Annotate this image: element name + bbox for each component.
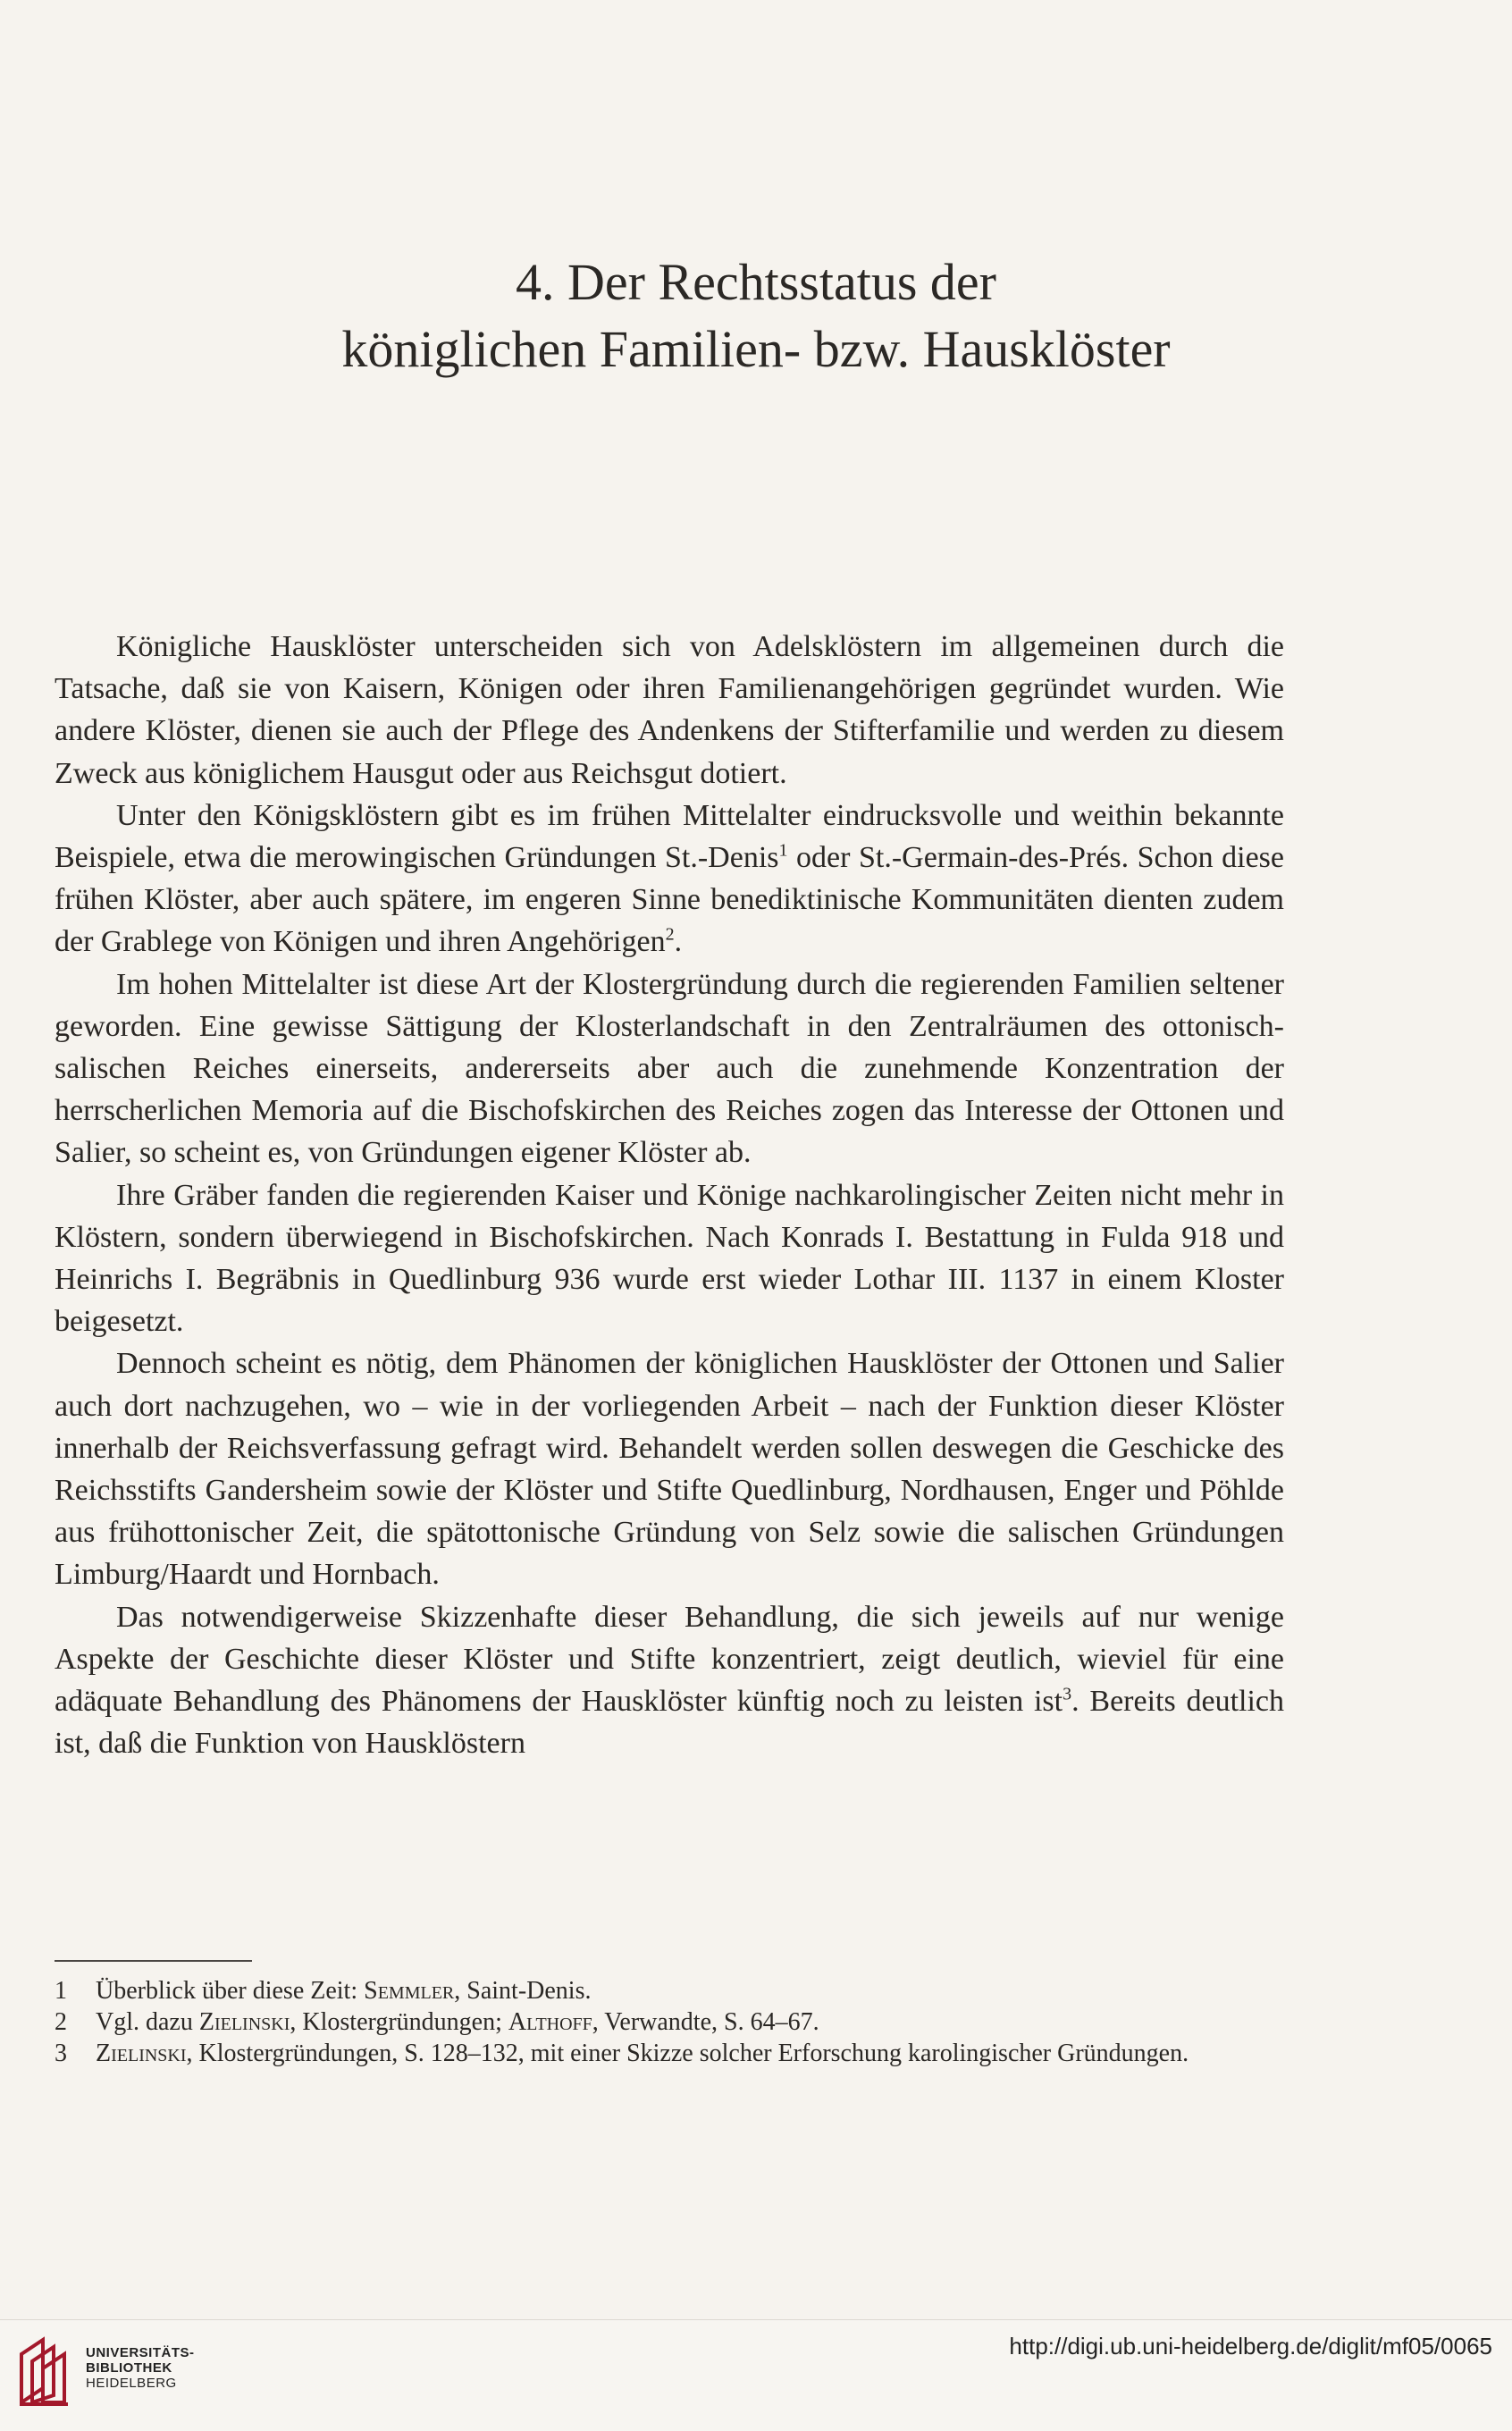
footnote-divider (55, 1960, 252, 1962)
footnote-number: 2 (55, 2008, 67, 2036)
chapter-heading-line-2: königlichen Familien- bzw. Hausklöster (341, 320, 1171, 378)
footnote-text: , Verwandte, S. 64–67. (592, 2008, 819, 2036)
paragraph-6-text-b: . Bereits deutlich ist, daß die Funktion von Hausklöstern (55, 1685, 1284, 1761)
footnote-author: Zielinski (198, 2008, 290, 2036)
paragraph-2-text-b: oder St.-Germain-des-Prés. Schon diese frühen Klöster, aber auch spätere, im engeren Sinne benediktinische Kommunitäten dienten zudem der Grablege von Königen und ihren Angehörigen (55, 841, 1284, 959)
library-name-line-1: UNIVERSITÄTS- (86, 2345, 195, 2360)
footnote-text: , Klostergründungen; (290, 2008, 508, 2036)
footnote-number: 3 (55, 2040, 67, 2067)
library-name-line-2: BIBLIOTHEK (86, 2360, 172, 2376)
paragraph-5: Dennoch scheint es nötig, dem Phänomen der königlichen Hausklöster der Ottonen und Salier auch dort nachzugehen, wo – wie in der vorliegenden Arbeit – nach der Funktion dieser Klöster innerhalb der Reichsverfassung gefragt wird. Behandelt werden sollen deswegen die Geschicke des Reichsstifts Gandersheim sowie der Klöster und Stifte Quedlinburg, Nordhausen, Enger und Pöhlde aus frühottonischer Zeit, die spätottonische Gründung von Selz sowie die salischen Gründungen Limburg/Haardt und Hornbach. (55, 1347, 1284, 1592)
paragraph-1: Königliche Hausklöster unterscheiden sich von Adelsklöstern im allgemeinen durch die Tatsache, daß sie von Kaisern, Königen oder ihren Familienangehörigen gegründet wurden. Wie andere Klöster, dienen sie auch der Pflege des Andenkens der Stifterfamilie und werden zu diesem Zweck aus königlichem Hausgut oder aus Reichsgut dotiert. (55, 630, 1284, 790)
footnote-author: Zielinski (96, 2040, 187, 2067)
footnote-text: , Saint-Denis. (454, 1977, 592, 2005)
chapter-heading-line-1: 4. Der Rechtsstatus der (516, 253, 996, 311)
library-name (86, 2345, 195, 2391)
library-logo-icon (16, 2333, 73, 2408)
paragraph-2-text-c: . (674, 925, 683, 959)
footnote-3 (55, 2040, 1284, 2068)
paragraph-6-text-a: Das notwendigerweise Skizzenhafte dieser Behandlung, die sich jeweils auf nur wenige Aspekte der Geschichte dieser Klöster und Stifte konzentriert, zeigt deutlich, wieviel für eine adäquate Behandlung des Phänomens der Hausklöster künftig noch zu leisten ist (55, 1600, 1284, 1719)
footnote-ref-1: 1 (778, 840, 788, 861)
footnote-ref-2: 2 (665, 925, 675, 946)
paragraph-2-text-a: Unter den Königsklöstern gibt es im frühen Mittelalter eindrucksvolle und weithin bekannte Beispiele, etwa die merowingischen Gründungen St.-Denis (55, 798, 1284, 875)
paragraph-6 (55, 1596, 1284, 1765)
chapter-heading (89, 248, 1423, 383)
paragraph-2 (55, 795, 1284, 963)
footnote-text: Überblick über diese Zeit: (96, 1977, 365, 2005)
library-footer (0, 2319, 1512, 2431)
footnote-text: Vgl. dazu (96, 2008, 199, 2036)
footnotes (55, 1977, 1284, 2071)
footnote-ref-3: 3 (1063, 1684, 1072, 1704)
footnote-author: Althoff (508, 2008, 592, 2036)
footnote-text: , Klostergründungen, S. 128–132, mit einer Skizze solcher Erforschung karolingischer Gründungen. (186, 2040, 1189, 2067)
footnote-1 (55, 1977, 1284, 2006)
paragraph-4: Ihre Gräber fanden die regierenden Kaiser und Könige nachkarolingischer Zeiten nicht mehr in Klöstern, sondern überwiegend in Bischofskirchen. Nach Konrads I. Bestattung in Fulda 918 und Heinrichs I. Begräbnis in Quedlinburg 936 wurde erst wieder Lothar III. 1137 in einem Kloster beigesetzt. (55, 1178, 1284, 1339)
footnote-author: Semmler (364, 1977, 455, 2005)
footnote-number: 1 (55, 1977, 67, 2005)
footnote-2 (55, 2008, 1284, 2037)
paragraph-3: Im hohen Mittelalter ist diese Art der Klostergründung durch die regierenden Familien seltener geworden. Eine gewisse Sättigung der Klosterlandschaft in den Zentralräumen des ottonisch-salischen Reiches einerseits, andererseits aber auch die zunehmende Konzentration der herrscherlichen Memoria auf die Bischofskirchen des Reiches zogen das Interesse der Ottonen und Salier, so scheint es, von Gründungen eigener Klöster ab. (55, 967, 1284, 1170)
library-name-line-3: HEIDELBERG (86, 2376, 177, 2391)
source-url[interactable]: http://digi.ub.uni-heidelberg.de/diglit/mf05/0065 (1009, 2333, 1492, 2360)
body-text (55, 626, 1284, 1764)
